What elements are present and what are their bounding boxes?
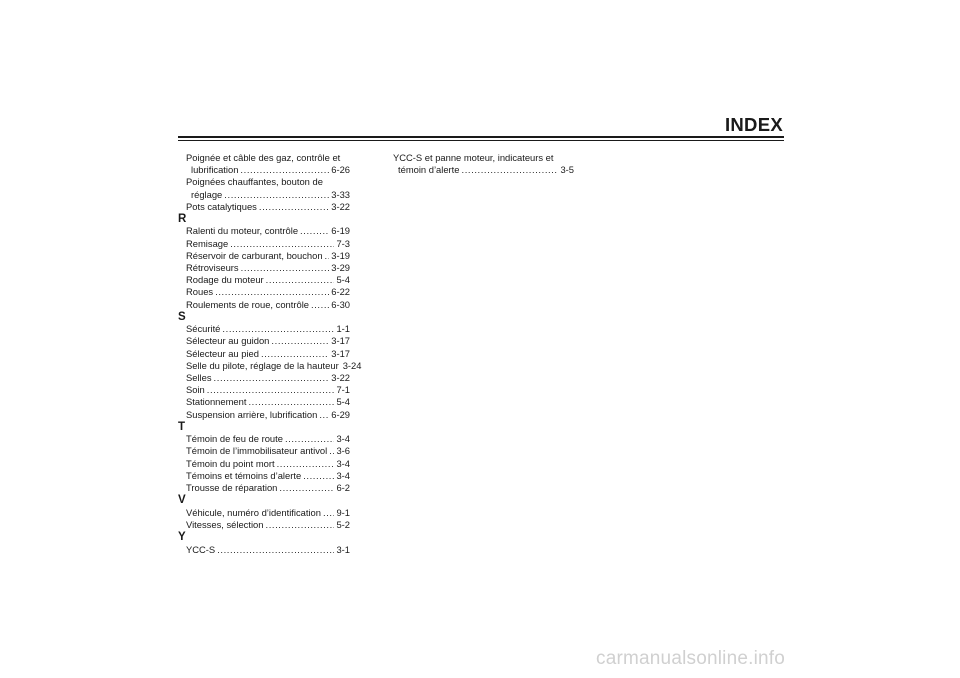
leader-dots: [265, 519, 334, 531]
page-ref: 6-29: [331, 408, 350, 420]
page-ref: 3-19: [331, 249, 350, 261]
entry-text: Témoin de feu de route: [186, 433, 283, 445]
page-ref: 3-1: [336, 543, 350, 555]
index-column-right: [388, 152, 574, 176]
entry-text: Réservoir de carburant, bouchon: [186, 249, 323, 261]
index-entry: [178, 372, 350, 384]
page-ref: 3-22: [331, 372, 350, 383]
index-entry: [178, 470, 350, 482]
entry-text: Sélecteur au guidon: [186, 335, 270, 347]
page-ref: 5-2: [336, 518, 350, 530]
leader-dots: [240, 164, 329, 176]
entry-text: Roues: [186, 286, 214, 298]
index-entry: [178, 482, 350, 494]
entry-text: Sélecteur au pied: [186, 347, 259, 359]
entry-text: Pots catalytiques: [186, 200, 257, 212]
index-entry: [178, 335, 350, 347]
leader-dots: [462, 164, 559, 176]
page-ref: 6-2: [336, 482, 350, 493]
leader-dots: [266, 274, 335, 286]
header-rule-thin: [178, 140, 784, 141]
leader-dots: [329, 445, 334, 457]
page-ref: 7-3: [336, 237, 350, 249]
entry-text: Témoins et témoins d’alerte: [186, 469, 302, 481]
leader-dots: [214, 372, 330, 384]
page-ref: 3-29: [331, 262, 350, 273]
page-ref: 3-4: [336, 433, 350, 445]
index-entry: [178, 262, 350, 274]
index-entry: [178, 445, 350, 457]
index-entry: Poignées chauffantes, bouton de: [186, 176, 323, 188]
page-ref: 5-4: [336, 274, 350, 286]
leader-dots: [311, 299, 329, 311]
section-letter: Y: [178, 531, 186, 544]
index-entry: [178, 250, 350, 262]
leader-dots: [279, 482, 334, 494]
leader-dots: [285, 433, 335, 445]
index-entry: [178, 507, 350, 519]
index-entry: [178, 359, 362, 372]
leader-dots: [323, 507, 334, 519]
page-ref: 3-17: [331, 335, 350, 347]
leader-dots: [222, 323, 334, 335]
entry-text: Témoin de l’immobilisateur antivol: [186, 445, 328, 457]
index-entry: [178, 519, 350, 531]
index-entry: [178, 409, 350, 421]
leader-dots: [215, 286, 329, 298]
index-entry: Poignée et câble des gaz, contrôle et: [186, 152, 341, 163]
page-ref: 6-30: [331, 298, 350, 310]
index-entry: [178, 299, 350, 311]
entry-text: témoin d’alerte: [398, 164, 460, 176]
index-entry: [178, 458, 350, 470]
entry-text: Suspension arrière, lubrification: [186, 408, 318, 420]
page-ref: 3-17: [331, 347, 350, 359]
leader-dots: [325, 250, 330, 262]
leader-dots: [217, 544, 334, 556]
page-ref: 3-5: [560, 164, 574, 176]
entry-text: Soin: [186, 384, 205, 396]
index-entry: [178, 433, 350, 445]
entry-text: Témoin du point mort: [186, 457, 275, 469]
page-ref: 7-1: [336, 384, 350, 396]
header-rule: [178, 136, 784, 138]
leader-dots: [271, 335, 329, 347]
entry-text: Vitesses, sélection: [186, 518, 264, 530]
entry-text: réglage: [191, 188, 223, 200]
section-letter: R: [178, 212, 187, 225]
leader-dots: [224, 189, 329, 201]
index-entry: [178, 384, 350, 396]
index-column-left: [178, 152, 362, 556]
entry-text: Selles: [186, 372, 212, 383]
page-ref: 3-4: [336, 469, 350, 481]
section-letter: T: [178, 420, 186, 433]
entry-text: Roulements de roue, contrôle: [186, 298, 309, 310]
entry-text: lubrification: [191, 164, 239, 176]
index-entry: [178, 323, 350, 335]
page-ref: 3-33: [331, 188, 350, 200]
index-entry: [178, 225, 350, 237]
leader-dots: [319, 409, 329, 421]
index-entry: [178, 201, 350, 213]
entry-text: Rétroviseurs: [186, 262, 239, 273]
index-entry: [178, 396, 350, 408]
leader-dots: [248, 396, 334, 408]
index-entry: [178, 274, 350, 286]
page-ref: 5-4: [336, 396, 350, 408]
page-ref: 3-4: [336, 457, 350, 469]
index-entry: [178, 348, 350, 360]
index-entry: [178, 238, 350, 250]
section-letter: V: [178, 494, 186, 507]
entry-text: YCC-S: [186, 543, 216, 555]
index-entry: [178, 286, 350, 298]
index-entry: [178, 544, 350, 556]
index-entry: [178, 164, 350, 176]
entry-text: Remisage: [186, 237, 229, 249]
index-entry: YCC-S et panne moteur, indicateurs et: [393, 152, 554, 163]
leader-dots: [259, 201, 329, 213]
entry-text: Trousse de réparation: [186, 482, 278, 493]
page-ref: 3-6: [336, 445, 350, 457]
page-ref: 9-1: [336, 506, 350, 518]
leader-dots: [261, 348, 329, 360]
page-ref: 1-1: [336, 323, 350, 335]
entry-text: Rodage du moteur: [186, 274, 264, 286]
entry-text: Selle du pilote, réglage de la hauteur: [186, 359, 339, 371]
page-ref: 3-24: [342, 359, 362, 371]
leader-dots: [241, 262, 330, 274]
page-title: INDEX: [724, 114, 783, 135]
watermark: carmanualsonline.info: [596, 648, 786, 669]
index-sections: [178, 212, 362, 556]
entry-text: Véhicule, numéro d’identification: [186, 506, 321, 518]
leader-dots: [300, 225, 329, 237]
entry-text: Sécurité: [186, 323, 221, 335]
entry-text: Ralenti du moteur, contrôle: [186, 225, 299, 237]
index-entry: [178, 189, 350, 201]
leader-dots: [230, 238, 334, 250]
page-ref: 3-22: [331, 200, 350, 212]
index-entry: [388, 164, 574, 176]
section-letter: S: [178, 310, 186, 323]
leader-dots: [303, 470, 334, 482]
page-ref: 6-26: [331, 164, 350, 176]
leader-dots: [207, 384, 335, 396]
leader-dots: [277, 458, 335, 470]
entry-text: Stationnement: [186, 396, 247, 408]
page-ref: 6-22: [331, 286, 350, 298]
page-ref: 6-19: [331, 225, 350, 237]
